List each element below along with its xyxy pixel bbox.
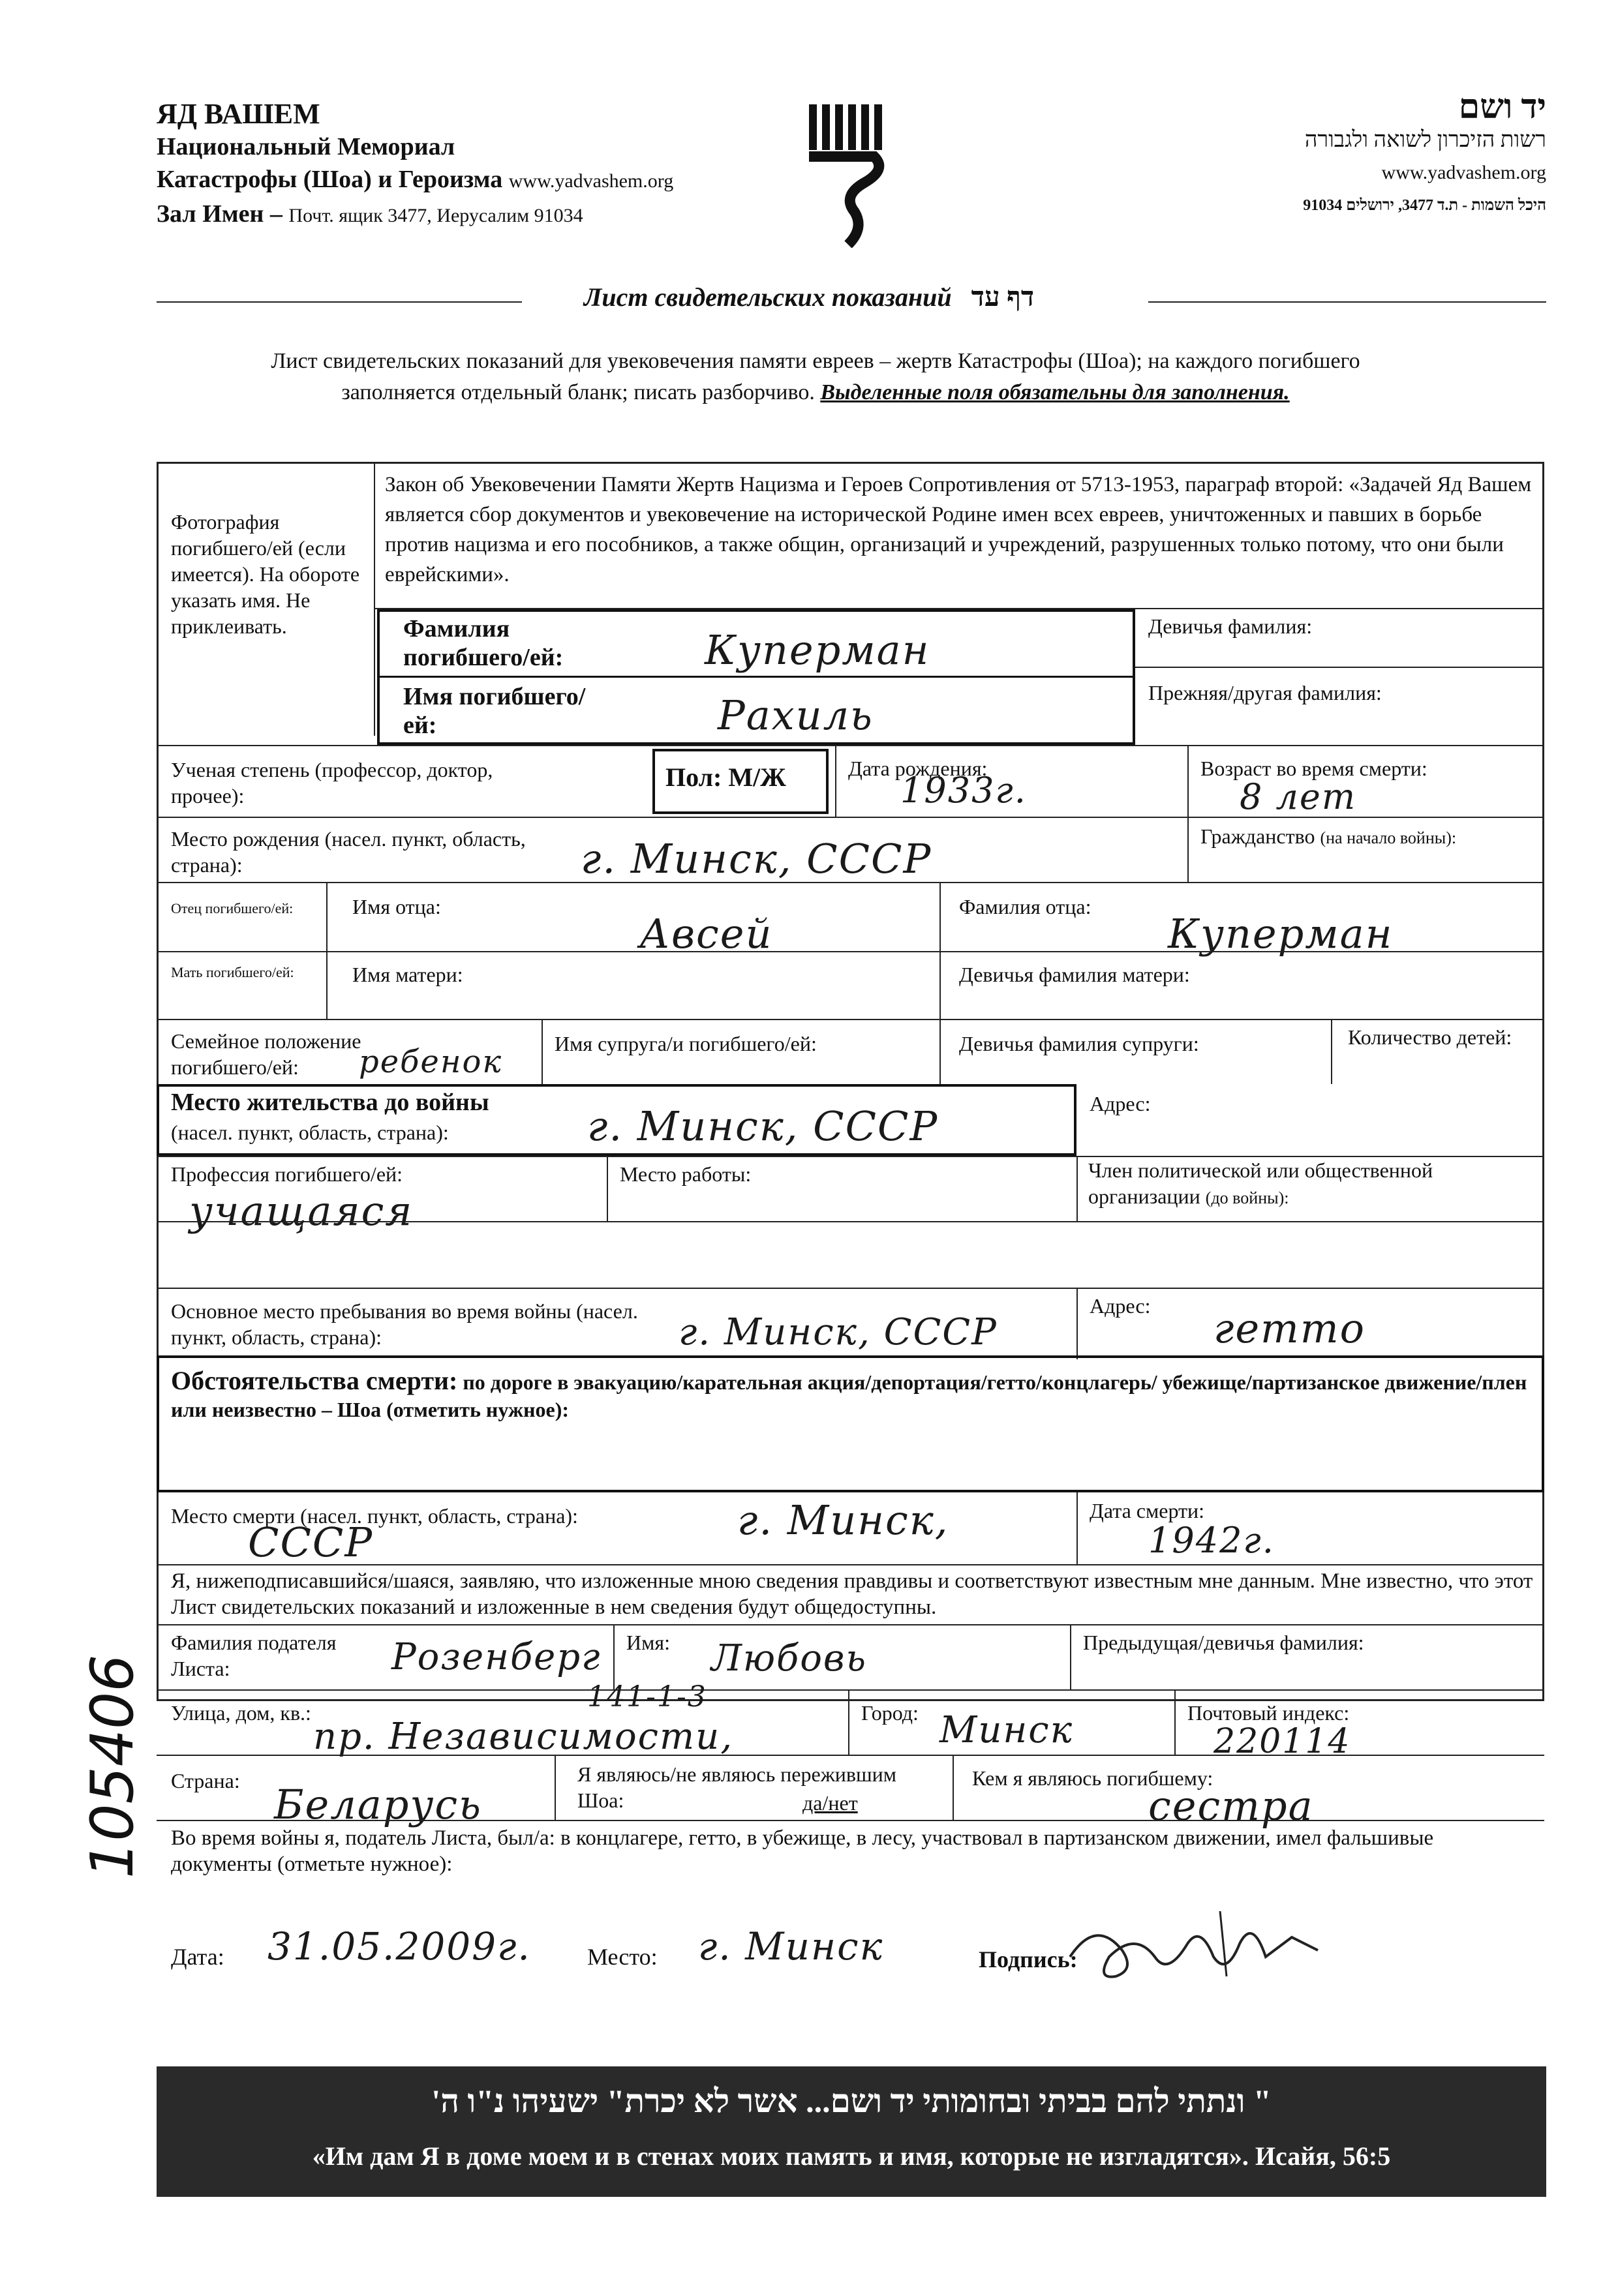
rule [607, 1156, 608, 1221]
date-label: Дата: [171, 1944, 224, 1970]
rule [157, 1820, 1544, 1821]
spouse-label: Имя супруга/и погибшего/ей: [555, 1032, 817, 1055]
father-surname-label: Фамилия отца: [959, 895, 1091, 918]
city-value: Минск [939, 1709, 1074, 1751]
children-label: Количество детей: [1348, 1025, 1512, 1049]
death-date-value: 1942г. [1148, 1520, 1275, 1561]
surname-label: Фамилия погибшего/ей: [403, 615, 564, 671]
residence-label: Место жительства до войны [171, 1089, 489, 1116]
member-label [1088, 1157, 1538, 1211]
rule [157, 882, 1544, 883]
spouse-maiden-label: Девичья фамилия супруги: [959, 1032, 1199, 1055]
residence-address-label: Адрес: [1090, 1092, 1151, 1115]
photo-divider [374, 462, 375, 736]
postal-address-he: היכל השמות - ת.ד 3477, ירושלים 91034 [1303, 197, 1546, 214]
death-place-label: Место смерти (насел. пункт, область, страна): [171, 1504, 578, 1528]
death-place-value: г. Минск, [737, 1496, 949, 1544]
country-value: Беларусь [274, 1781, 482, 1828]
age-value: 8 лет [1240, 776, 1357, 817]
rule [1076, 1288, 1078, 1359]
name-label: Имя погибшего/ей: [403, 683, 586, 739]
maiden-name-label: Девичья фамилия: [1148, 614, 1313, 638]
org-title-he: יד ושם [1458, 89, 1546, 126]
photo-label: Фотография погибшего/ей (если имеется). На обороте указать имя. Не приклеивать. [171, 510, 360, 638]
residence-value: г. Минск, СССР [587, 1102, 939, 1150]
quote-hebrew: " ונתתי להם בביתי ובחומותי יד ושם... אשר לא יכרת" ישעיהו נ"ו ה' [431, 2083, 1272, 2119]
header-russian [157, 98, 673, 232]
archive-number: 105406 [78, 1654, 147, 1879]
rule [1076, 1492, 1078, 1564]
death-circumstances [171, 1367, 1528, 1423]
rule [157, 1689, 1544, 1691]
rule [1076, 1156, 1078, 1221]
document-title-ru: Лист свидетельских показаний [583, 282, 952, 312]
city-label: Город: [861, 1701, 919, 1725]
father-surname-value: Куперман [1168, 910, 1394, 958]
rule [613, 1624, 615, 1689]
submitter-prev-label: Предыдущая/девичья фамилия: [1083, 1631, 1364, 1654]
rule [1187, 817, 1189, 882]
workplace-label: Место работы: [620, 1162, 752, 1186]
father-label: Отец погибшего/ей: [171, 900, 294, 916]
rule [157, 1624, 1544, 1625]
intro-text [163, 346, 1468, 408]
intro-required-note: Выделенные поля обязательны для заполнения. [820, 380, 1290, 404]
death-place-value-continued: СССР [248, 1518, 374, 1566]
rule [555, 1755, 556, 1820]
rule [326, 882, 328, 1019]
street-number: 141-1-3 [587, 1680, 707, 1714]
intro-line2: заполняется отдельный бланк; писать разборчиво. [341, 380, 815, 404]
citizenship-label [1200, 823, 1456, 851]
profession-value: учащаяся [189, 1187, 414, 1235]
country-label: Страна: [171, 1769, 240, 1792]
rule [542, 1019, 543, 1084]
org-line1-ru: Национальный Мемориал [157, 133, 455, 160]
submitter-name-value: Любовь [711, 1637, 868, 1680]
name-box-divider [377, 676, 1135, 678]
dob-value: 1933г. [900, 770, 1027, 811]
rule [157, 1288, 1544, 1289]
rule [1331, 1019, 1332, 1084]
signature-mark [1057, 1898, 1331, 1996]
survivor-options: да/нет [802, 1791, 858, 1815]
death-circumstances-text: по дороге в эвакуацию/карательная акция/депортация/гетто/концлагерь/ убежище/партизанское движение/плен или неизвестно – Шоа (отметить нужное): [171, 1370, 1527, 1421]
org-url-he: www.yadvashem.org [1381, 162, 1546, 183]
document-title-he: דף עד [971, 282, 1035, 312]
postal-address-ru: Почт. ящик 3477, Иерусалим 91034 [288, 205, 583, 226]
postal-value: 220114 [1214, 1722, 1351, 1761]
org-title-ru: ЯД ВАШЕМ [157, 98, 320, 130]
date-value: 31.05.2009г. [267, 1924, 531, 1969]
previous-surname-label: Прежняя/другая фамилия: [1148, 681, 1382, 704]
submitter-surname-label: Фамилия подателя Листа: [171, 1631, 337, 1680]
rule [157, 951, 1544, 952]
death-date-label: Дата смерти: [1090, 1499, 1205, 1522]
marital-value: ребенок [359, 1044, 503, 1080]
street-label: Улица, дом, кв.: [171, 1701, 311, 1725]
surname-value: Куперман [705, 626, 930, 674]
citizenship-note: (на начало войны): [1320, 828, 1457, 847]
relation-label: Кем я являюсь погибшему: [972, 1766, 1214, 1790]
member-text: Член политической или общественной организации [1088, 1158, 1433, 1208]
rule [939, 882, 941, 1019]
mother-maiden-label: Девичья фамилия матери: [959, 963, 1190, 986]
rule [157, 817, 1544, 818]
declaration-text: Я, нижеподписавшийся/шаяся, заявляю, что изложенные мною сведения правдивы и соответствуют известным мне данным. Мне известно, что этот Лист свидетельских показаний и изложенные в нем сведения будут общедоступны. [171, 1569, 1533, 1619]
place-label: Место: [587, 1944, 658, 1970]
org-url-ru: www.yadvashem.org [508, 170, 674, 192]
rule [1070, 1624, 1071, 1689]
rule [157, 1564, 1544, 1565]
street-value: пр. Независимости, [313, 1715, 733, 1758]
age-label: Возраст во время смерти: [1200, 757, 1427, 780]
rule [157, 1019, 1544, 1020]
hall-of-names-label: Зал Имен – [157, 200, 282, 228]
wartime-label: Основное место пребывания во время войны (насел. пункт, область, страна): [171, 1299, 638, 1349]
postal-label: Почтовый индекс: [1187, 1701, 1350, 1725]
signature-label: Подпись: [979, 1946, 1078, 1972]
degree-label: Ученая степень (профессор, доктор, прочее): [171, 758, 493, 808]
member-note: (до войны): [1205, 1188, 1289, 1207]
sex-label: Пол: М/Ж [665, 763, 786, 792]
birthplace-label: Место рождения (насел. пункт, область, страна): [171, 827, 526, 877]
quote-russian: «Им дам Я в доме моем и в стенах моих память и имя, которые не изгладятся». Исайя, 56:5 [312, 2141, 1391, 2171]
document-title [0, 282, 1618, 313]
rule [157, 1221, 1544, 1222]
intro-line1: Лист свидетельских показаний для увековечения памяти евреев – жертв Катастрофы (Шоа); на каждого погибшего [271, 349, 1360, 373]
mother-label: Мать погибшего/ей: [171, 964, 294, 980]
rule [835, 745, 836, 817]
rule [157, 745, 1544, 746]
dob-label: Дата рождения: [848, 757, 988, 780]
rule [953, 1755, 954, 1820]
yad-vashem-logo-icon [802, 98, 894, 248]
relation-value: сестра [1148, 1782, 1314, 1830]
birthplace-value: г. Минск, СССР [581, 835, 932, 883]
wartime-value: г. Минск, СССР [679, 1311, 998, 1353]
name-value: Рахиль [718, 691, 874, 739]
rule [1135, 667, 1544, 668]
wartime-address-label: Адрес: [1090, 1294, 1151, 1318]
org-line2-ru: Катастрофы (Шоа) и Героизма [157, 166, 503, 193]
org-line1-he: רשות הזיכרון לשואה ולגבורה [1304, 128, 1546, 152]
submitter-name-label: Имя: [626, 1631, 670, 1654]
rule [1187, 745, 1189, 817]
father-name-label: Имя отца: [352, 895, 441, 918]
rule [848, 1689, 849, 1755]
wartime-self-text: Во время войны я, податель Листа, был/а: в концлагере, гетто, в убежище, в лесу, участвовал в партизанском движении, имел фальшивые документы (отметьте нужное): [171, 1826, 1434, 1876]
submitter-surname-value: Розенберг [391, 1636, 602, 1678]
wartime-address-value: гетто [1214, 1305, 1366, 1352]
residence-note: (насел. пункт, область, страна): [171, 1121, 449, 1144]
header-hebrew [1303, 91, 1546, 222]
marital-label: Семейное положение погибшего/ей: [171, 1029, 361, 1079]
law-text: Закон об Увековечении Памяти Жертв Нацизма и Героев Сопротивления от 5713-1953, параграф второй: «Задачей Яд Вашем является сбор документов и увековечение на исторической Родине имен всех евреев, уничтоженных и павших в борьбе против нацизма и его пособников, а также общин, организаций и учреждений, разрушенных только потому, что они были еврейскими». [385, 473, 1532, 586]
death-circumstances-label: Обстоятельства смерти: [171, 1366, 458, 1395]
footer-quote-banner [157, 2066, 1546, 2197]
mother-name-label: Имя матери: [352, 963, 463, 986]
rule [157, 1755, 1544, 1756]
survivor-label: Я являюсь/не являюсь пережившим Шоа: [577, 1762, 897, 1812]
citizenship-text: Гражданство [1200, 824, 1315, 848]
father-name-value: Авсей [639, 910, 773, 958]
profession-label: Профессия погибшего/ей: [171, 1162, 403, 1186]
rule [939, 1019, 941, 1084]
place-value: г. Минск [698, 1924, 884, 1969]
rule [1174, 1689, 1176, 1755]
